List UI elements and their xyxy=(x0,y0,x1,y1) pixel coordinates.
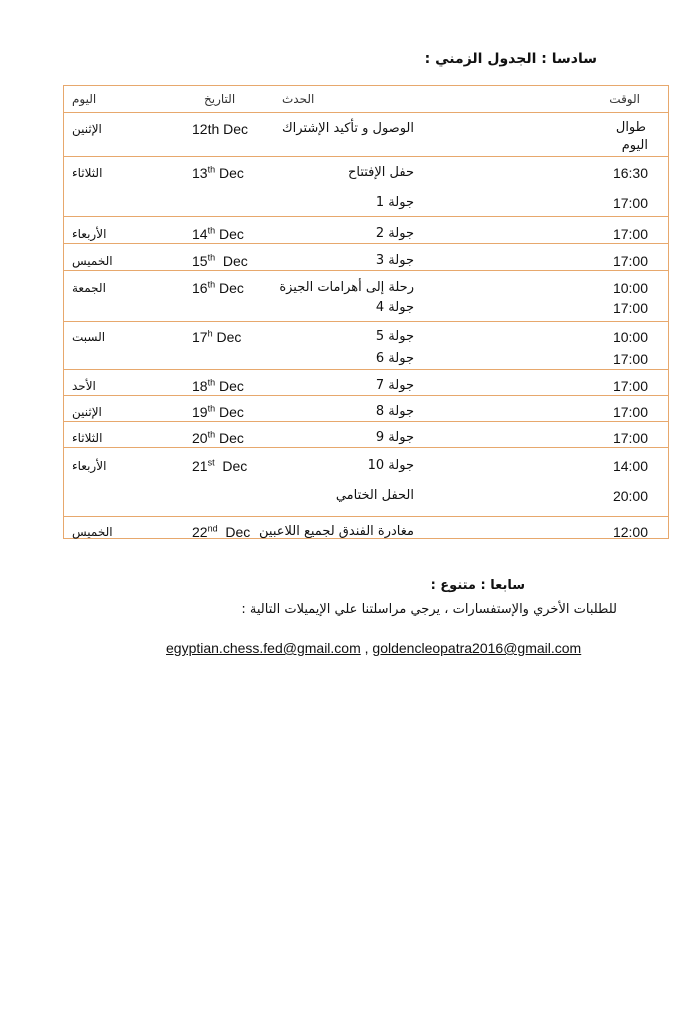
row-date xyxy=(192,120,248,138)
row-date-month: Dec xyxy=(212,329,242,345)
table-row xyxy=(64,516,668,541)
row-date xyxy=(192,457,247,475)
row-time: 17:00 xyxy=(612,430,648,446)
row-date-suffix: h xyxy=(207,328,213,339)
row-time: 10:00 xyxy=(612,329,648,345)
schedule-heading: سادسا : الجدول الزمني : xyxy=(424,51,597,67)
row-date-number: 14 xyxy=(192,226,208,242)
row-time: اليوم xyxy=(621,138,648,153)
row-event: مغادرة الفندق لجميع اللاعبين xyxy=(259,524,414,539)
row-day: الجمعة xyxy=(72,281,106,295)
row-time: 10:00 xyxy=(612,280,648,296)
email-separator: , xyxy=(360,640,373,656)
row-date-suffix: th xyxy=(207,164,216,175)
row-date-number: 20 xyxy=(192,430,208,446)
row-time: 17:00 xyxy=(612,351,648,367)
row-date-number: 16 xyxy=(192,280,208,296)
row-date-month: Dec xyxy=(215,280,244,296)
row-time: 17:00 xyxy=(612,253,648,269)
row-date xyxy=(192,328,241,346)
row-date-month: Dec xyxy=(215,253,248,269)
row-date-suffix: th xyxy=(207,279,216,290)
row-day: الثلاثاء xyxy=(72,166,103,180)
row-date xyxy=(192,164,244,182)
row-event: جولة 4 xyxy=(375,300,414,315)
row-date-month: Dec xyxy=(215,165,244,181)
row-time: 12:00 xyxy=(612,524,648,540)
email-link-cleopatra[interactable]: goldencleopatra2016@gmail.com xyxy=(372,640,582,656)
row-time: 16:30 xyxy=(612,165,648,181)
row-event: جولة 5 xyxy=(375,329,414,344)
header-day: اليوم xyxy=(72,92,97,106)
row-date-number: 15 xyxy=(192,253,208,269)
row-event: جولة 9 xyxy=(375,430,414,445)
row-event: جولة 1 xyxy=(375,195,414,210)
row-day: الأحد xyxy=(72,379,96,393)
row-date xyxy=(192,377,244,395)
row-date-number: 19 xyxy=(192,404,208,420)
row-date-month: Dec xyxy=(217,524,251,540)
table-row xyxy=(64,216,668,244)
table-row xyxy=(64,421,668,448)
table-row xyxy=(64,369,668,396)
table-row xyxy=(64,447,668,517)
misc-title: سابعا : متنوع : xyxy=(430,578,525,593)
row-date-number: 13 xyxy=(192,165,208,181)
row-event: حفل الإفتتاح xyxy=(347,165,414,180)
row-event: جولة 10 xyxy=(367,458,414,473)
row-date-suffix: st xyxy=(207,457,215,468)
row-time: 14:00 xyxy=(612,458,648,474)
header-time: الوقت xyxy=(609,92,640,106)
row-day: الخميس xyxy=(72,525,113,539)
row-event: الوصول و تأكيد الإشتراك xyxy=(281,121,414,136)
row-event: جولة 3 xyxy=(375,253,414,268)
row-day: الخميس xyxy=(72,254,113,268)
header-date: التاريخ xyxy=(204,92,236,106)
row-date xyxy=(192,225,244,243)
row-date-month: Dec xyxy=(215,378,244,394)
row-date-suffix: nd xyxy=(207,523,218,534)
row-date xyxy=(192,279,244,297)
row-date-suffix: th xyxy=(207,377,216,388)
row-event: جولة 2 xyxy=(375,226,414,241)
row-time: طوال xyxy=(615,120,646,135)
row-date-suffix: th xyxy=(207,252,216,263)
row-event: الحفل الختامي xyxy=(335,488,414,503)
row-day: الثلاثاء xyxy=(72,431,103,445)
row-date-suffix: th xyxy=(207,403,216,414)
row-event: جولة 8 xyxy=(375,404,414,419)
row-date xyxy=(192,429,244,447)
table-row xyxy=(64,395,668,422)
table-row xyxy=(64,243,668,271)
table-row xyxy=(64,112,668,157)
table-row xyxy=(64,156,668,217)
table-row xyxy=(64,270,668,322)
row-day: الإثنين xyxy=(72,405,102,419)
row-event: جولة 6 xyxy=(375,351,414,366)
email-link-federation[interactable]: egyptian.chess.fed@gmail.com xyxy=(166,640,361,656)
row-date-number: 12th xyxy=(192,121,220,137)
row-event: رحلة إلى أهرامات الجيزة xyxy=(279,280,414,295)
row-date-month: Dec xyxy=(214,458,248,474)
row-date-month: Dec xyxy=(215,226,244,242)
row-time: 20:00 xyxy=(612,488,648,504)
row-time: 17:00 xyxy=(612,404,648,420)
row-date-number: 21 xyxy=(192,458,208,474)
table-row xyxy=(64,321,668,370)
row-date-number: 18 xyxy=(192,378,208,394)
header-event: الحدث xyxy=(282,92,315,106)
row-time: 17:00 xyxy=(612,226,648,242)
row-day: الأربعاء xyxy=(72,459,107,473)
row-date-number: 17 xyxy=(192,329,208,345)
row-time: 17:00 xyxy=(612,378,648,394)
row-date-month: Dec xyxy=(215,404,244,420)
row-time: 17:00 xyxy=(612,195,648,211)
row-day: الأربعاء xyxy=(72,227,107,241)
row-day: الإثنين xyxy=(72,122,102,136)
row-date-month: Dec xyxy=(215,430,244,446)
misc-text: للطلبات الأخري والإستفسارات ، يرجي مراسلتنا علي الإيميلات التالية : xyxy=(241,602,617,617)
row-date-suffix: th xyxy=(207,429,216,440)
schedule-table xyxy=(63,85,669,539)
row-date xyxy=(192,403,244,421)
row-date xyxy=(192,252,248,270)
row-date-suffix: th xyxy=(207,225,216,236)
row-date xyxy=(192,523,250,541)
email-line xyxy=(166,640,581,656)
row-day: السبت xyxy=(72,330,106,344)
row-date-month: Dec xyxy=(219,121,249,137)
table-header-row xyxy=(64,86,668,112)
row-event: جولة 7 xyxy=(375,378,414,393)
row-time: 17:00 xyxy=(612,300,648,316)
row-date-number: 22 xyxy=(192,524,208,540)
